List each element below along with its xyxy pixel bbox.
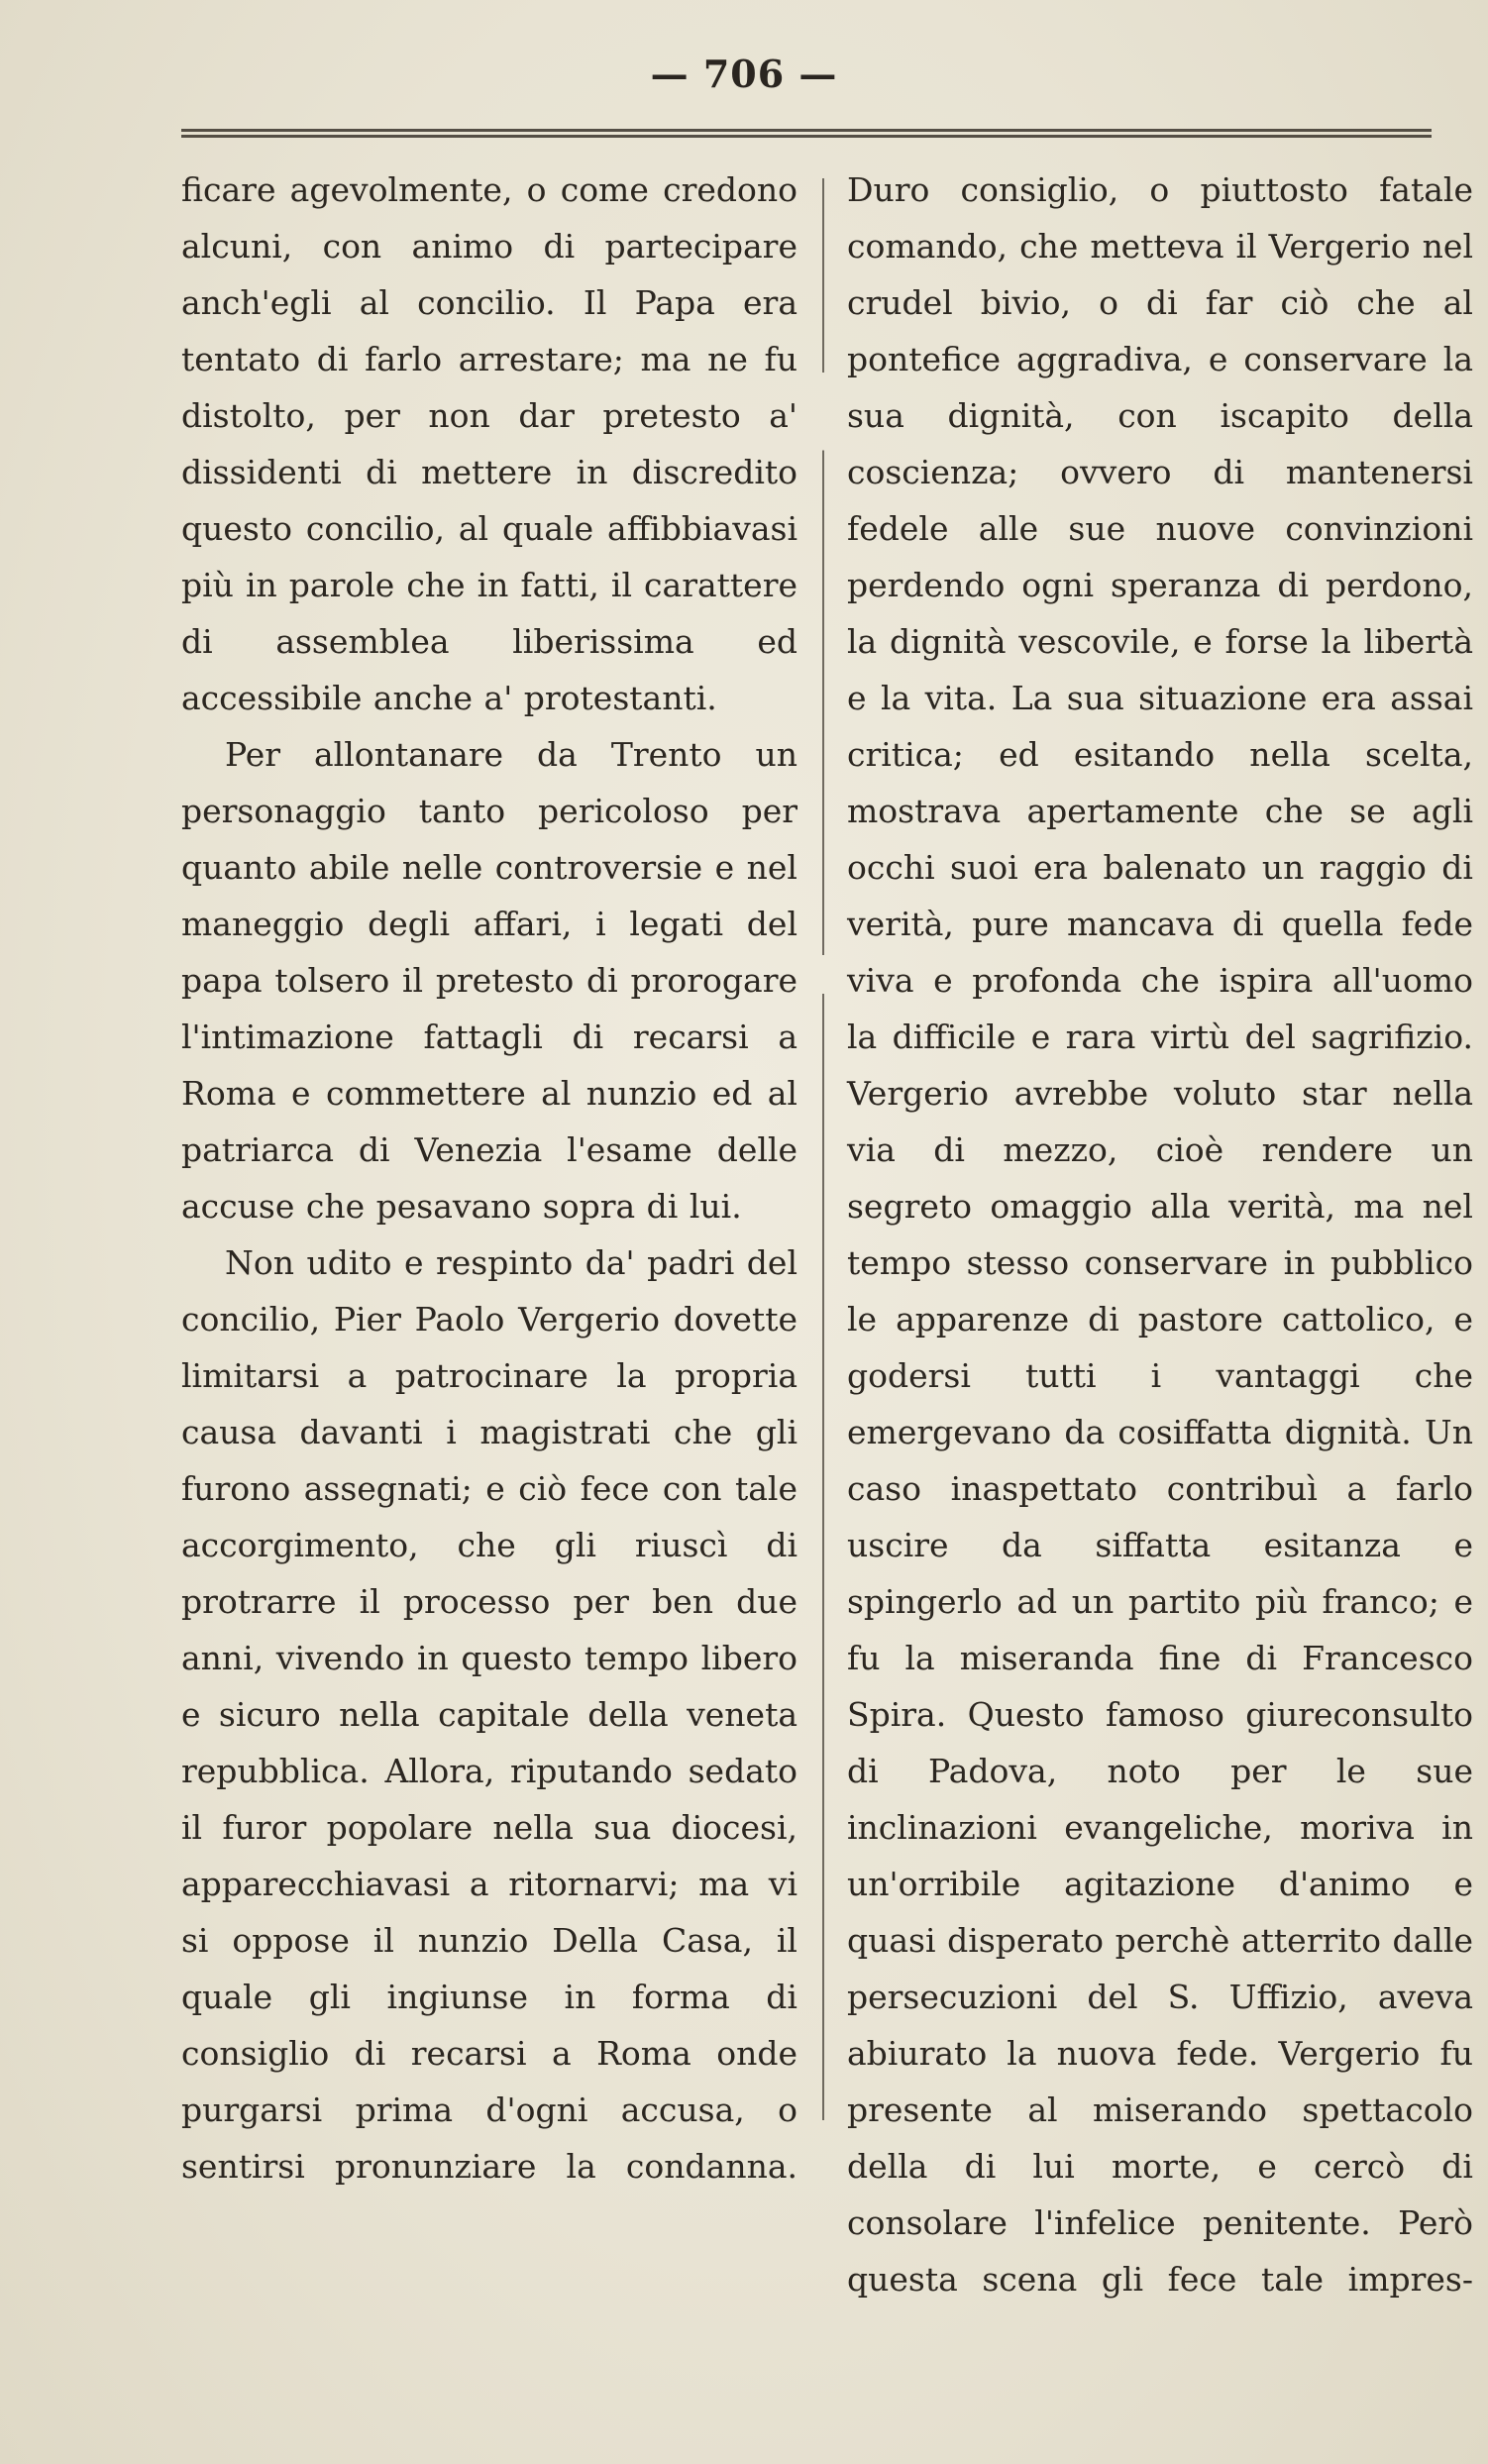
column-divider	[822, 178, 824, 2120]
page-number: — 706 —	[650, 52, 838, 96]
left-paragraph-1: ficare agevolmente, o come credono alcuni, con animo di partecipare anch'egli al concilio. Il Papa era tentato di farlo arrestare; ma ne fu distolto, per non dar pretesto a' dissidenti di mettere in discredito questo concilio, al quale affibbiavasi più in parole che in fatti, il carattere di assemblea liberissima ed accessibile anche a' protestanti.	[181, 170, 797, 717]
right-column	[847, 161, 1473, 2307]
left-column	[181, 161, 797, 2195]
left-paragraph-2: Per allontanare da Trento un personaggio tanto pericoloso per quanto abile nelle controversie e nel maneggio degli affari, i legati del papa tolsero il pretesto di prorogare l'intimazione fattagli di recarsi a Roma e commettere al nunzio ed al patriarca di Venezia l'esame delle accuse che pesavano sopra di lui.	[181, 735, 797, 1226]
right-paragraph-1: Duro consiglio, o piuttosto fatale comando, che metteva il Vergerio nel crudel bivio, o di far ciò che al pontefice aggradiva, e conservare la sua dignità, con iscapito della coscienza; ovvero di mantenersi fedele alle sue nuove convinzioni perdendo ogni speranza di perdono, la dignità vescovile, e forse la libertà e la vita. La sua situazione era assai critica; ed esitando nella scelta, mostrava apertamente che se agli occhi suoi era balenato un raggio di verità, pure mancava di quella fede viva e profonda che ispira all'uomo la difficile e rara virtù del sagrifizio. Vergerio avrebbe voluto star nella via di mezzo, cioè rendere un segreto omaggio alla verità, ma nel tempo stesso conservare in pubblico le apparenze di pastore cattolico, e godersi tutti i vantaggi che emergevano da cosiffatta dignità. Un caso inaspettato contribuì a farlo uscire da siffatta esitanza e spingerlo ad un partito più franco; e fu la miseranda fine di Francesco Spira. Questo famoso giureconsulto di Padova, noto per le sue inclinazioni evangeliche, moriva in un'orribile agitazione d'animo e quasi disperato perchè atterrito dalle persecuzioni del S. Uffizio, aveva abiurato la nuova fede. Vergerio fu presente al miserando spettacolo della di lui morte, e cercò di consolare l'infelice penitente. Però questa scena gli fece tale impres-	[847, 170, 1473, 2299]
header-rule	[181, 129, 1432, 139]
left-paragraph-3: Non udito e respinto da' padri del concilio, Pier Paolo Vergerio dovette limitarsi a patrocinare la propria causa davanti i magistrati che gli furono assegnati; e ciò fece con tale accorgimento, che gli riuscì di protrarre il processo per ben due anni, vivendo in questo tempo libero e sicuro nella capitale della veneta repubblica. Allora, riputando sedato il furor popolare nella sua diocesi, apparecchiavasi a ritornarvi; ma vi si oppose il nunzio Della Casa, il quale gli ingiunse in forma di consiglio di recarsi a Roma onde purgarsi prima d'ogni accusa, o sentirsi pronunziare la condanna.	[181, 1243, 797, 2186]
